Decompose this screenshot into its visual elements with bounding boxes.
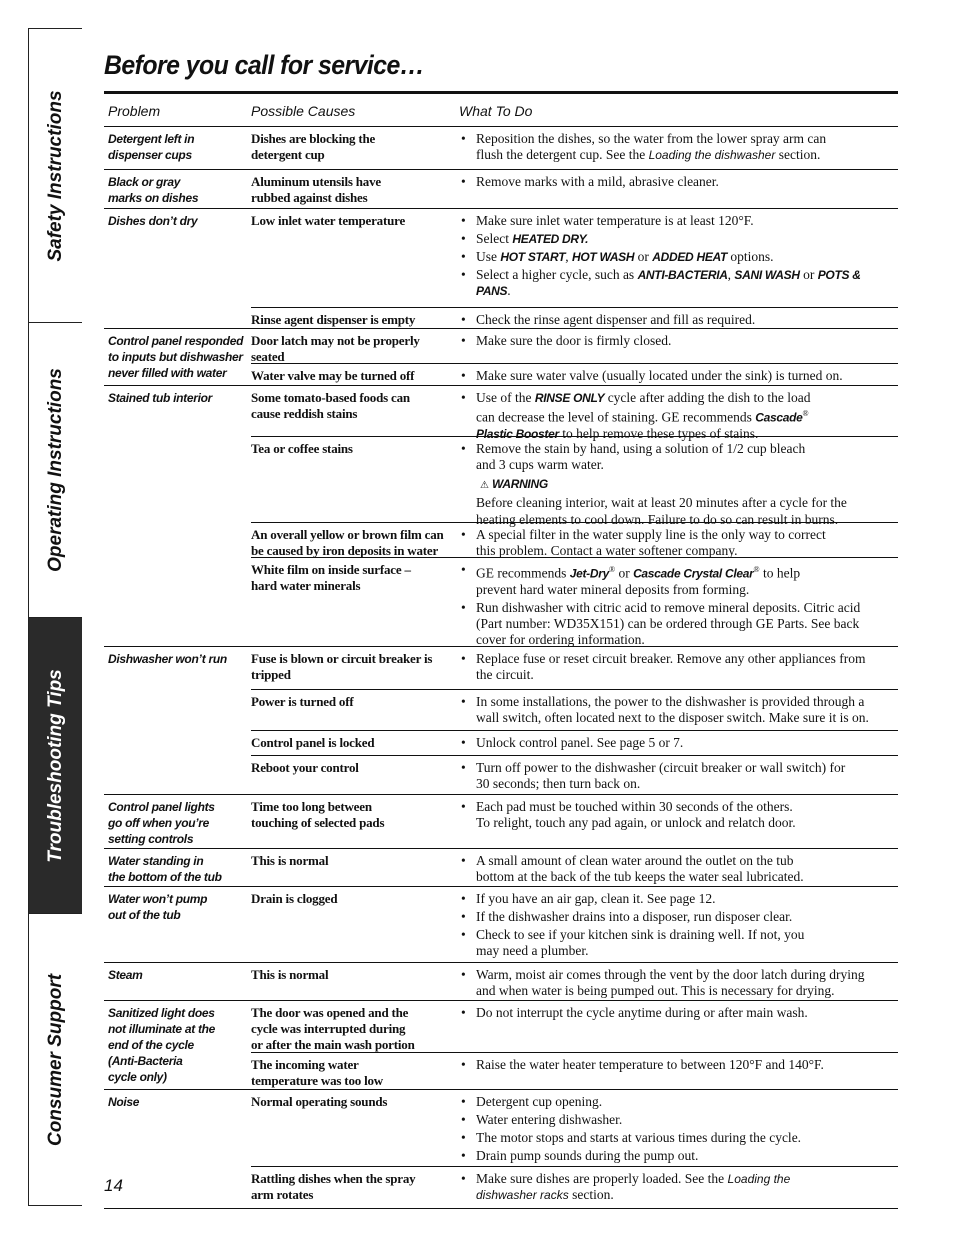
todo-item [457,1005,898,1021]
header-problem: Problem [108,103,161,119]
sidebar-tab-label: Operating Instructions [44,368,66,572]
cause-subrow [251,849,457,886]
cause-subrow [251,436,457,522]
possible-cause: Aluminum utensils have rubbed against dishes [251,174,381,205]
todo-text: to help prevent hard water mineral deposits from forming. [476,565,801,597]
todo-item [457,527,898,559]
problem-cell: Water standing in the bottom of the tub [108,854,222,884]
sidebar-tab-safety-instructions[interactable] [29,29,82,323]
sidebar-tab-consumer-support[interactable] [29,914,82,1205]
sidebar-tab-troubleshooting-tips[interactable] [29,618,82,914]
causes-column [251,1090,457,1208]
todo-list [457,333,898,349]
todo-item [457,1094,898,1110]
todo-text: Remove the stain by hand, using a solution of 1/2 cup bleach and 3 cups warm water. [476,441,806,472]
problem-cell: Noise [108,1095,140,1109]
cause-subrow [251,386,457,436]
possible-cause: This is normal [251,853,329,868]
option-name: SANI WASH [734,268,800,282]
problem-cell: Sanitized light does not illuminate at the end of the cycle (Anti-Bacteria cycle only) [108,1006,216,1084]
todo-text: Replace fuse or reset circuit breaker. Remove any other appliances from the circuit. [476,651,866,682]
option-name: Jet-Dry [569,566,609,581]
todo-text: section. [568,1187,614,1202]
table-row [104,849,898,887]
todo-list [457,213,898,299]
table-body [104,127,898,1209]
todo-text: section. [775,147,821,162]
causes-column [251,209,457,328]
todo-item [457,213,898,229]
option-name: HOT WASH [571,250,635,264]
todo-item [457,967,898,999]
todo-text: Remove marks with a mild, abrasive cleaner. [476,174,719,189]
what-to-do-column [457,887,898,962]
todo-list [457,735,898,751]
todo-item [457,441,898,473]
todo-text: or [799,267,818,282]
cause-subrow [251,647,457,689]
possible-cause: White film on inside surface – hard water minerals [251,562,411,593]
what-to-do-column [457,963,898,1000]
page-title: Before you call for service… [104,50,425,80]
possible-cause: Rattling dishes when the spray arm rotates [251,1171,416,1202]
todo-list [457,853,898,885]
table-row [104,1001,898,1090]
possible-cause: Water valve may be turned off [251,368,415,383]
todo-item [457,927,898,959]
todo-item [457,368,898,384]
option-name: Cascade [755,410,803,425]
todo-list [457,799,898,831]
todo-item [457,891,898,907]
possible-cause: The incoming water temperature was too low [251,1057,383,1088]
causes-column [251,849,457,886]
todo-text: options. [727,249,774,264]
todo-list [457,390,898,442]
todo-item [457,1148,898,1164]
causes-column [251,386,457,646]
sidebar-tab-label: Consumer Support [44,973,66,1146]
todo-text: If you have an air gap, clean it. See page 12. [476,891,716,906]
possible-cause: An overall yellow or brown film can be caused by iron deposits in water [251,527,444,558]
todo-list [457,312,898,328]
causes-column [251,647,457,794]
table-row [104,887,898,963]
table-row [104,795,898,849]
todo-item [457,1130,898,1146]
todo-list [457,368,898,384]
problem-cell: Stained tub interior [108,391,213,405]
possible-cause: Time too long between touching of selected pads [251,799,385,830]
todo-subrow [457,170,898,208]
todo-list [457,174,898,190]
cause-subrow [251,755,457,794]
problem-cell: Dishes don’t dry [108,214,198,228]
page-number: 14 [104,1176,123,1195]
what-to-do-column [457,795,898,848]
todo-text: Unlock control panel. See page 5 or 7. [476,735,684,750]
problem-cell: Control panel lights go off when you’re setting controls [108,800,215,846]
todo-item [457,600,898,648]
todo-list [457,562,898,648]
cause-subrow [251,1090,457,1166]
registered-mark: ® [608,565,616,574]
todo-text: or [615,565,634,581]
todo-text: Water entering dishwasher. [476,1112,623,1127]
todo-subrow [457,209,898,307]
possible-cause: Low inlet water temperature [251,213,406,228]
todo-subrow [457,730,898,755]
todo-text: If the dishwasher drains into a disposer, run disposer clear. [476,909,793,924]
todo-text: cycle after adding the dish to the load can decrease the level of staining. GE recommends [476,390,811,425]
todo-list [457,1171,898,1203]
table-header [104,96,898,127]
todo-text: Make sure inlet water temperature is at least 120°F. [476,213,754,228]
todo-text: Raise the water heater temperature to between 120°F and 140°F. [476,1057,824,1072]
todo-subrow [457,522,898,557]
todo-item [457,267,898,299]
option-name: HOT START [500,250,566,264]
section-sidebar [28,28,82,1206]
todo-item [457,174,898,190]
what-to-do-column [457,386,898,646]
warning-text: Before cleaning interior, wait at least 20 minutes after a cycle for the heating elements to cool down. Failure to do so can result in burns. [476,495,847,527]
todo-item [457,799,898,831]
todo-text: . [507,283,511,298]
todo-text: Detergent cup opening. [476,1094,603,1109]
cause-subrow [251,307,457,328]
possible-cause: Rinse agent dispenser is empty [251,312,416,327]
cause-subrow [251,209,457,307]
warning-block [457,475,898,528]
section-reference: Loading the dishwasher racks [476,1172,791,1202]
problem-cell: Control panel responded to inputs but dishwasher never filled with water [108,334,244,380]
todo-item [457,909,898,925]
todo-subrow [457,1001,898,1052]
todo-text: Drain pump sounds during the pump out. [476,1148,699,1163]
todo-text: A small amount of clean water around the outlet on the tub bottom at the back of the tub keeps the water seal lubricated. [476,853,804,884]
todo-subrow [457,689,898,730]
causes-column [251,795,457,848]
todo-text: or [634,249,653,264]
todo-item [457,1112,898,1128]
todo-list [457,651,898,683]
todo-text: GE recommends [476,565,570,581]
warning-heading [476,475,898,494]
todo-subrow [457,127,898,169]
cause-subrow [251,689,457,730]
cause-subrow [251,522,457,557]
todo-subrow [457,647,898,689]
sidebar-tab-label: Safety Instructions [44,89,66,262]
causes-column [251,127,457,169]
possible-cause: Control panel is locked [251,735,375,750]
possible-cause: Tea or coffee stains [251,441,353,456]
todo-list [457,967,898,999]
todo-item [457,1171,898,1203]
todo-text: Run dishwasher with citric acid to remove mineral deposits. Citric acid (Part number: WD35X151) can be ordered through GE Parts. See back cover for ordering information. [476,599,861,647]
todo-text: Select a higher cycle, such as [476,267,638,282]
todo-item [457,853,898,885]
problem-cell: Dishwasher won’t run [108,652,227,666]
todo-list [457,1057,898,1073]
todo-item [457,312,898,328]
table-row [104,170,898,209]
what-to-do-column [457,647,898,794]
todo-subrow [457,386,898,441]
todo-item [457,562,898,598]
todo-subrow [457,329,898,363]
todo-text: Reposition the dishes, so the water from the lower spray arm can flush the detergent cup. See the [476,131,827,162]
todo-subrow [457,307,898,328]
title-rule [104,91,898,94]
todo-text: Check the rinse agent dispenser and fill as required. [476,312,756,327]
cause-subrow [251,329,457,363]
todo-subrow [457,795,898,848]
causes-column [251,329,457,385]
cause-subrow [251,1166,457,1208]
cause-subrow [251,170,457,208]
todo-list [457,441,898,473]
possible-cause: Door latch may not be properly seated [251,333,420,364]
todo-list [457,760,898,792]
todo-subrow [457,755,898,794]
possible-cause: Dishes are blocking the detergent cup [251,131,376,162]
todo-text: Check to see if your kitchen sink is draining well. If not, you may need a plumber. [476,927,805,958]
registered-mark: ® [753,565,760,574]
todo-text: Each pad must be touched within 30 seconds of the others. To relight, touch any pad again, or unlock and relatch door. [476,799,796,830]
causes-column [251,963,457,1000]
table-row [104,209,898,329]
option-name: Cascade Crystal Clear [633,566,754,581]
option-name: RINSE ONLY [534,391,605,405]
todo-list [457,527,898,559]
problem-cell: Steam [108,968,143,982]
causes-column [251,1001,457,1089]
table-row [104,1090,898,1209]
todo-text: , [565,249,572,264]
todo-subrow [457,1090,898,1166]
section-reference: Loading the dishwasher [648,148,776,162]
registered-mark: ® [802,409,809,418]
todo-item [457,390,898,442]
possible-cause: Drain is clogged [251,891,338,906]
todo-text: Use of the [476,390,535,405]
todo-text: In some installations, the power to the dishwasher is provided through a wall switch, often located next to the disposer switch. Make sure it is on. [476,694,869,725]
todo-list [457,891,898,959]
what-to-do-column [457,1090,898,1208]
problem-cell: Black or gray marks on dishes [108,175,199,205]
todo-subrow [457,1166,898,1208]
option-name: POTS & PANS [476,268,861,298]
header-possible-causes: Possible Causes [251,103,356,119]
cause-subrow [251,795,457,848]
causes-column [251,887,457,962]
todo-list [457,694,898,726]
what-to-do-column [457,1001,898,1089]
todo-list [457,131,898,163]
todo-item [457,694,898,726]
todo-text: Make sure the door is firmly closed. [476,333,672,348]
todo-subrow [457,963,898,1000]
cause-subrow [251,730,457,755]
header-what-to-do: What To Do [459,103,533,119]
todo-subrow [457,887,898,962]
todo-item [457,131,898,163]
todo-list [457,1094,898,1164]
table-row [104,647,898,795]
troubleshooting-table [104,96,898,1209]
what-to-do-column [457,209,898,328]
todo-subrow [457,557,898,646]
todo-subrow [457,363,898,385]
possible-cause: This is normal [251,967,329,982]
todo-text: Make sure dishes are properly loaded. See the [476,1171,728,1186]
todo-text: Warm, moist air comes through the vent by the door latch during drying and when water is being pumped out. This is necessary for drying. [476,967,865,998]
todo-text: Do not interrupt the cycle anytime during or after main wash. [476,1005,808,1020]
possible-cause: Some tomato-based foods can cause reddish stains [251,390,410,421]
possible-cause: Power is turned off [251,694,354,709]
table-row [104,963,898,1001]
option-name: ANTI-BACTERIA [637,268,728,282]
sidebar-tab-label: Troubleshooting Tips [44,668,66,863]
sidebar-tab-operating-instructions[interactable] [29,323,82,618]
what-to-do-column [457,127,898,169]
todo-text: A special filter in the water supply line is the only way to correct this problem. Contact a water softener company. [476,527,826,558]
option-name: HEATED DRY. [512,232,589,246]
problem-cell: Detergent left in dispenser cups [108,132,195,162]
todo-item [457,760,898,792]
cause-subrow [251,1052,457,1089]
what-to-do-column [457,329,898,385]
what-to-do-column [457,849,898,886]
todo-item [457,249,898,265]
todo-subrow [457,1052,898,1089]
option-name: Plastic Booster [476,426,559,441]
cause-subrow [251,1001,457,1052]
cause-subrow [251,127,457,169]
table-row [104,386,898,647]
todo-item [457,651,898,683]
warning-label: WARNING [491,477,548,491]
causes-column [251,170,457,208]
cause-subrow [251,557,457,646]
cause-subrow [251,963,457,1000]
possible-cause: Fuse is blown or circuit breaker is tripped [251,651,433,682]
todo-text: Select [476,231,513,246]
todo-text: The motor stops and starts at various times during the cycle. [476,1130,802,1145]
possible-cause: The door was opened and the cycle was interrupted during or after the main wash portion [251,1005,415,1052]
todo-item [457,231,898,247]
problem-cell: Water won’t pump out of the tub [108,892,208,922]
todo-item [457,1057,898,1073]
cause-subrow [251,363,457,385]
option-name: ADDED HEAT [652,250,728,264]
todo-item [457,735,898,751]
warning-triangle-icon: ⚠ [480,480,489,491]
what-to-do-column [457,170,898,208]
cause-subrow [251,887,457,962]
todo-text: to help remove these types of stains. [558,425,759,441]
todo-text: Turn off power to the dishwasher (circuit breaker or wall switch) for 30 seconds; then turn back on. [476,760,846,791]
todo-list [457,1005,898,1021]
todo-text: Make sure water valve (usually located under the sink) is turned on. [476,368,843,383]
possible-cause: Reboot your control [251,760,359,775]
todo-text: Use [476,249,501,264]
table-row [104,127,898,170]
todo-subrow [457,436,898,527]
table-row [104,329,898,386]
todo-subrow [457,849,898,886]
todo-text: , [727,267,735,282]
possible-cause: Normal operating sounds [251,1094,388,1109]
todo-item [457,333,898,349]
